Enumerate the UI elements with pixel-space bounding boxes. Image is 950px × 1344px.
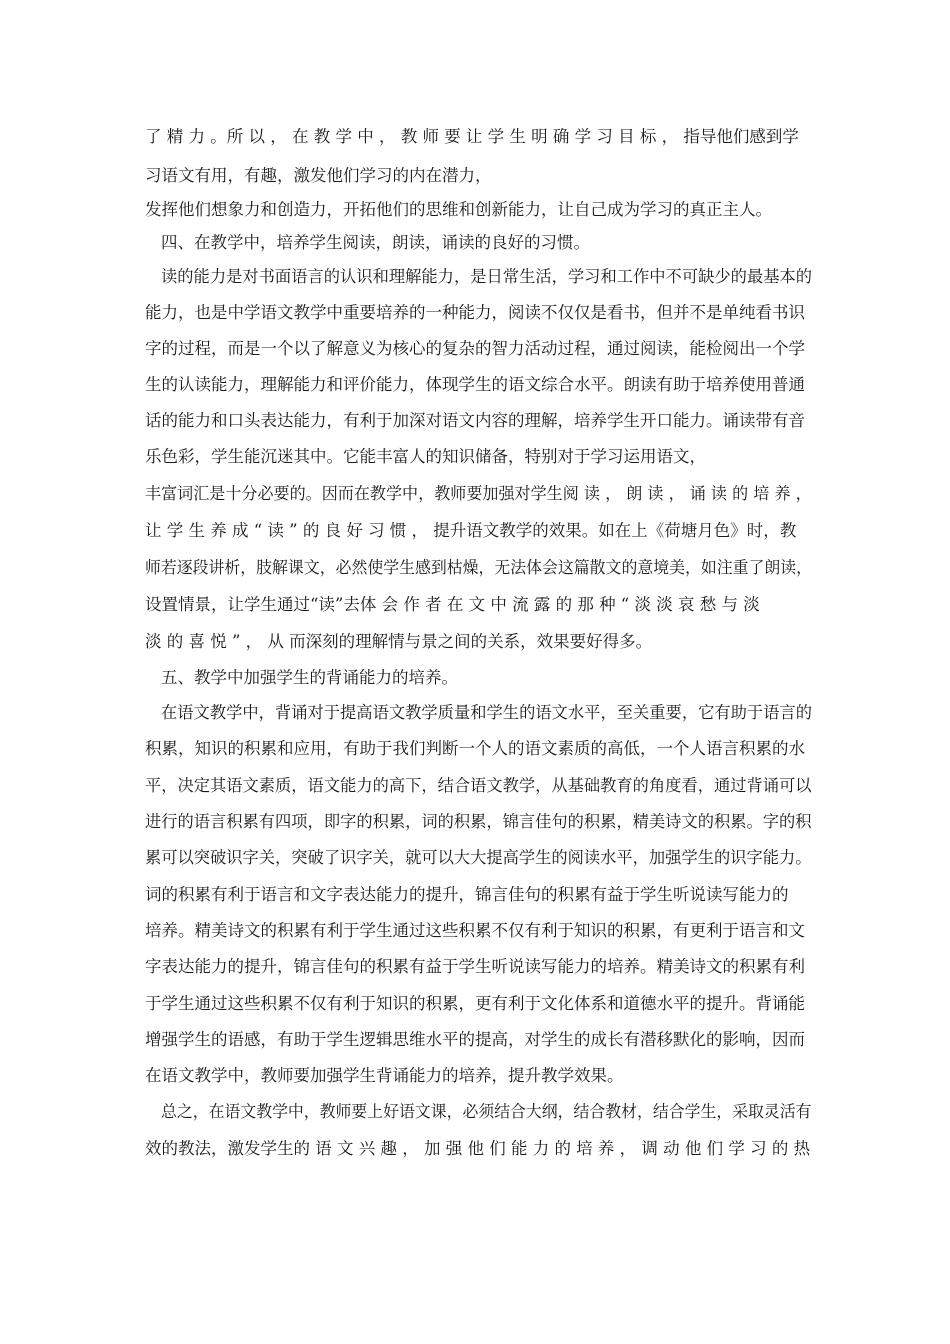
text-line-9: 话的能力和口头表达能力，有利于加深对语文内容的理解，培养学生开口能力。诵读带有音 [145,411,805,430]
text-line-23: 培养。精美诗文的积累有利于学生通过这些积累不仅有利于知识的积累，有更利于语言和文 [145,921,805,940]
text-line-18: 积累，知识的积累和应用，有助于我们判断一个人的语文素质的高低，一个人语言积累的水 [145,739,805,758]
text-line-11: 丰富词汇是十分必要的。因而在教学中，教师要加强对学生阅 读 ， 朗 读 ， 诵 读 的 培 养 ， [145,484,812,503]
text-line-2: 习语文有用，有趣，激发他们学习的内在潜力， [145,166,492,185]
heading-five: 五、教学中加强学生的背诵能力的培养。 [161,668,458,687]
text-line-3: 发挥他们想象力和创造力，开拓他们的思维和创新能力，让自己成为学习的真正主人。 [145,200,772,219]
text-line-27: 在语文教学中，教师要加强学生背诵能力的培养，提升教学效果。 [145,1066,624,1085]
text-line-7: 字的过程，而是一个以了解意义为核心的复杂的智力活动过程，通过阅读，能检阅出一个学 [145,339,805,358]
text-line-19: 平，决定其语文素质，语文能力的高下，结合语文教学，从基础教育的角度看，通过背诵可以 [145,776,812,795]
text-line-15: 淡 的 喜 悦 ” ， 从 而深刻的理解情与景之间的关系，效果要好得多。 [145,632,653,651]
text-line-26: 增强学生的语感，有助于学生逻辑思维水平的提高，对学生的成长有潜移默化的影响，因而 [145,1030,805,1049]
text-line-6: 能力，也是中学语文教学中重要培养的一种能力，阅读不仅仅是看书，但并不是单纯看书识 [145,303,805,322]
text-line-17: 在语文教学中，背诵对于提高语文教学质量和学生的语文水平，至关重要，它有助于语言的 [161,703,813,722]
text-line-10: 乐色彩，学生能沉迷其中。它能丰富人的知识储备，特别对于学习运用语文， [145,447,706,466]
text-line-14: 设置情景，让学生通过“读”去体 会 作 者 在 文 中 流 露 的 那 种 “ 淡 淡 哀 愁 与 淡 [145,595,760,614]
text-line-21: 累可以突破识字关，突破了识字关，就可以大大提高学生的阅读水平，加强学生的识字能力。 [145,848,812,867]
text-line-28: 总之，在语文教学中，教师要上好语文课，必须结合大纲，结合教材，结合学生，采取灵活有 [161,1102,812,1121]
text-line-24: 字表达能力的提升，锦言佳句的积累有益于学生听说读写能力的培养。精美诗文的积累有利 [145,957,805,976]
text-line-25: 于学生通过这些积累不仅有利于知识的积累，更有利于文化体系和道德水平的提升。背诵能 [145,994,805,1013]
text-line-5: 读的能力是对书面语言的认识和理解能力，是日常生活，学习和工作中不可缺少的最基本的 [161,267,813,286]
text-line-8: 生的认读能力，理解能力和评价能力，体现学生的语文综合水平。朗读有助于培养使用普通 [145,375,805,394]
text-line-20: 进行的语言积累有四项，即字的积累，词的积累，锦言佳句的积累，精美诗文的积累。字的积 [145,812,812,831]
text-line-29: 效的教法，激发学生的 语 文 兴 趣 ， 加 强 他 们 能 力 的 培 养 ， 调 动 他 们 学 习 的 热 [145,1139,811,1158]
text-line-22: 词的积累有利于语言和文字表达能力的提升，锦言佳句的积累有益于学生听说读写能力的 [145,885,789,904]
heading-four: 四、在教学中，培养学生阅读，朗读，诵读的良好的习惯。 [161,233,590,252]
text-line-12: 让 学 生 养 成 “ 读 ” 的 良 好 习 惯 ， 提升语文教学的效果。如在上《荷塘月色》时，教 [145,521,797,540]
text-line-1: 了 精 力 。所 以 ， 在 教 学 中 ， 教 师 要 让 学 生 明 确 学 习 目 标 ， 指导他们感到学 [145,127,799,146]
text-line-13: 师若逐段讲析，肢解课文，必然使学生感到枯燥，无法体会这篇散文的意境美，如注重了朗读， [145,558,813,577]
